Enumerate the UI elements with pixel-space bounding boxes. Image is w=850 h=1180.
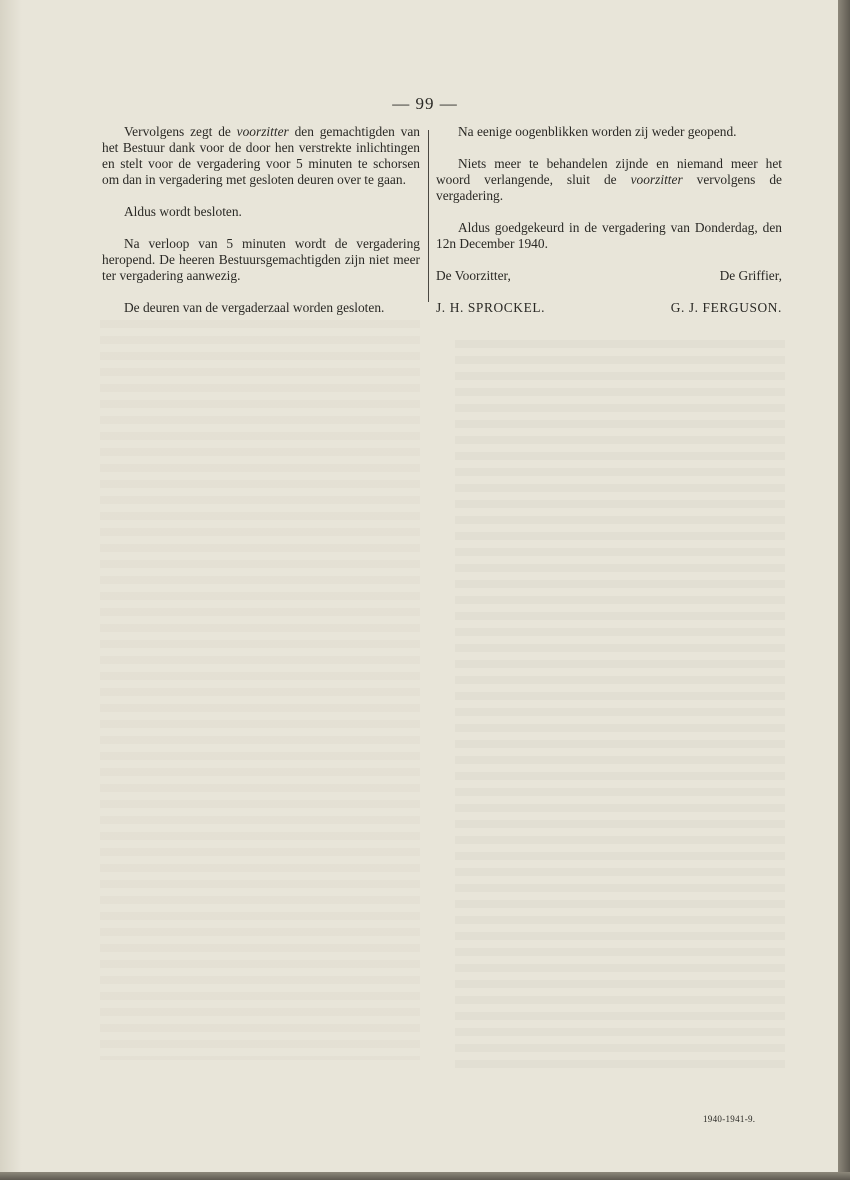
left-column xyxy=(102,124,420,316)
chair-name: J. H. SPROCKEL. xyxy=(436,300,546,315)
paragraph-approved: Aldus goedgekeurd in de vergadering van Donderdag, den 12n December 1940. xyxy=(436,220,782,251)
paragraph-thanks xyxy=(102,124,420,188)
paragraph-closing xyxy=(436,156,782,204)
paragraph-text: Vervolgens zegt de xyxy=(124,124,237,139)
emphasis-voorzitter: voorzitter xyxy=(630,172,683,187)
chair-title: De Voorzitter, xyxy=(436,268,511,283)
page-shadow xyxy=(0,0,22,1172)
signature-titles xyxy=(436,268,782,284)
paragraph-text: den gemachtigden van het Bestuur dank voor de door hen verstrekte inlichtingen en stelt voor de vergadering voor 5 minuten te schorsen om dan in vergadering met gesloten deuren over te gaan. xyxy=(102,124,420,187)
footer-code: 1940-1941-9. xyxy=(703,1114,756,1124)
paragraph-text: vervolgens de vergadering. xyxy=(436,172,783,203)
paragraph-text: Niets meer te behandelen zijnde en niemand meer het woord verlangende, sluit de xyxy=(436,156,782,187)
emphasis-voorzitter: voorzitter xyxy=(236,124,289,139)
column-divider xyxy=(428,130,429,302)
page-number: — 99 — xyxy=(392,94,458,113)
clerk-title: De Griffier, xyxy=(719,268,782,283)
clerk-name: G. J. FERGUSON. xyxy=(670,300,782,315)
paragraph-reopened: Na verloop van 5 minuten wordt de vergadering heropend. De heeren Bestuursgemachtigden zijn niet meer ter vergadering aanwezig. xyxy=(102,236,420,283)
paragraph-decided: Aldus wordt besloten. xyxy=(124,204,242,219)
show-through-right xyxy=(455,340,785,1070)
right-column xyxy=(436,124,782,316)
scan-edge-right xyxy=(838,0,850,1180)
paragraph-reopened-moments: Na eenige oogenblikken worden zij weder geopend. xyxy=(458,124,737,139)
show-through-left xyxy=(100,320,420,1060)
paragraph-doors-closed: De deuren van de vergaderzaal worden gesloten. xyxy=(124,300,385,315)
scan-edge-bottom xyxy=(0,1172,850,1180)
signature-names xyxy=(436,300,782,316)
